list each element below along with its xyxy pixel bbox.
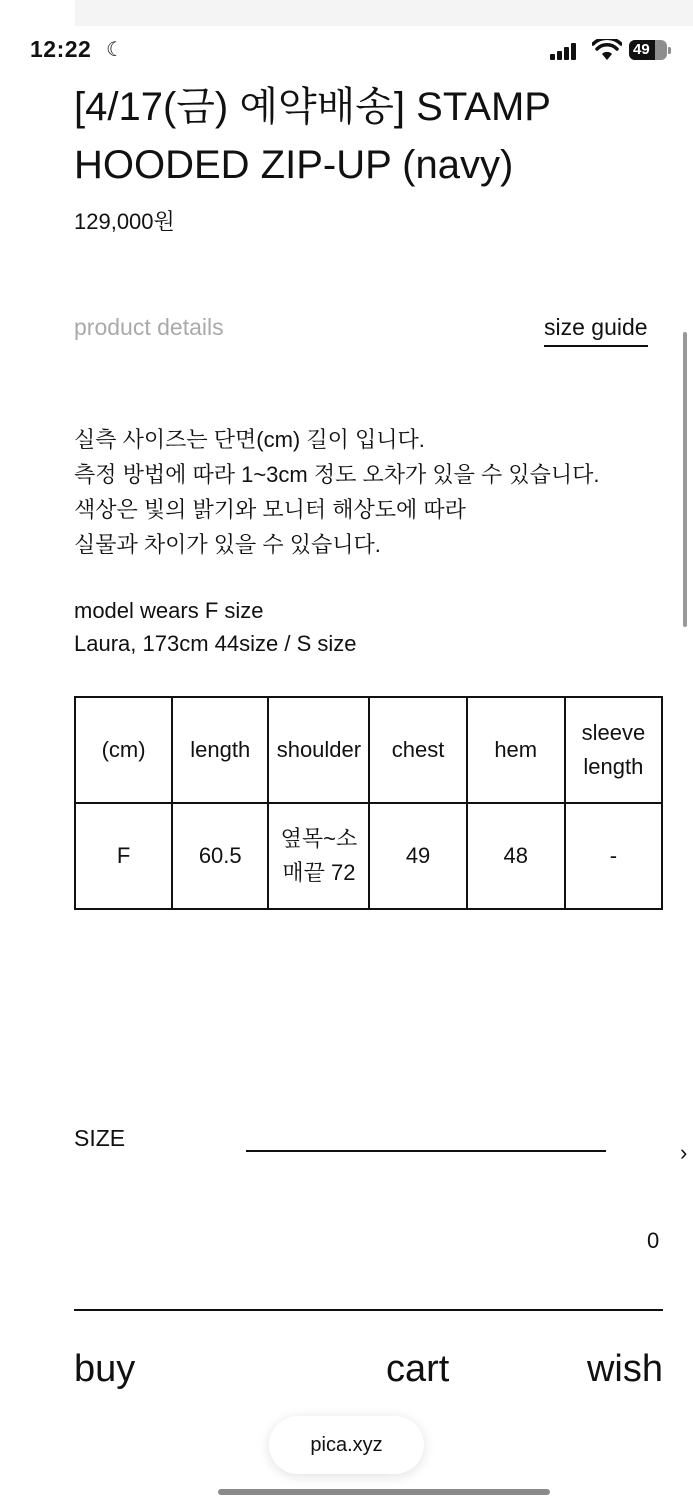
size-table [74, 696, 663, 910]
table-cell: 48 [467, 803, 565, 909]
moon-icon: ☾ [106, 39, 124, 61]
table-header-cell: sleeve length [565, 697, 662, 803]
top-strip [75, 0, 693, 26]
battery-level: 49 [633, 41, 650, 58]
table-cell: 옆목~소매끝 72 [268, 803, 369, 909]
scrollbar[interactable] [683, 332, 687, 627]
divider [74, 1309, 663, 1311]
signal-icon [550, 42, 584, 60]
model-info [74, 594, 356, 660]
cart-button[interactable]: cart [386, 1348, 450, 1390]
wish-button[interactable]: wish [586, 1348, 663, 1390]
size-notes [74, 422, 599, 562]
product-price: 129,000원 [74, 209, 175, 234]
table-header-cell: hem [467, 697, 565, 803]
url-bar[interactable]: pica.xyz [269, 1416, 424, 1474]
chevron-right-icon[interactable]: › [680, 1140, 688, 1165]
size-note-line: 실측 사이즈는 단면(cm) 길이 입니다. [74, 427, 425, 452]
size-note-line: 실물과 차이가 있을 수 있습니다. [74, 532, 381, 557]
table-cell: - [565, 803, 662, 909]
product-title: [4/17(금) 예약배송] STAMP HOODED ZIP-UP (navy) [74, 85, 551, 187]
status-bar [0, 34, 693, 68]
table-row [75, 803, 662, 909]
tab-product-details[interactable]: product details [74, 314, 224, 340]
table-header-row [75, 697, 662, 803]
table-cell: F [75, 803, 172, 909]
buy-button[interactable]: buy [74, 1348, 136, 1390]
size-note-line: 측정 방법에 따라 1~3cm 정도 오차가 있을 수 있습니다. [74, 462, 600, 487]
battery-icon [629, 40, 667, 60]
table-header-cell: shoulder [268, 697, 369, 803]
action-bar [74, 1348, 663, 1398]
wifi-icon [592, 39, 622, 61]
model-info-line: Laura, 173cm 44size / S size [74, 631, 357, 656]
size-note-line: 색상은 빛의 밝기와 모니터 해상도에 따라 [74, 497, 466, 522]
status-time: 12:22 [30, 36, 92, 62]
table-cell: 49 [369, 803, 466, 909]
size-select-label: SIZE [74, 1125, 126, 1151]
table-header-cell: (cm) [75, 697, 172, 803]
model-info-line: model wears F size [74, 598, 264, 623]
table-header-cell: length [172, 697, 268, 803]
tab-size-guide[interactable]: size guide [544, 314, 648, 347]
table-cell: 60.5 [172, 803, 268, 909]
size-select[interactable] [246, 1150, 606, 1152]
home-indicator[interactable] [218, 1489, 550, 1495]
table-header-cell: chest [369, 697, 466, 803]
quantity-value: 0 [647, 1228, 660, 1253]
